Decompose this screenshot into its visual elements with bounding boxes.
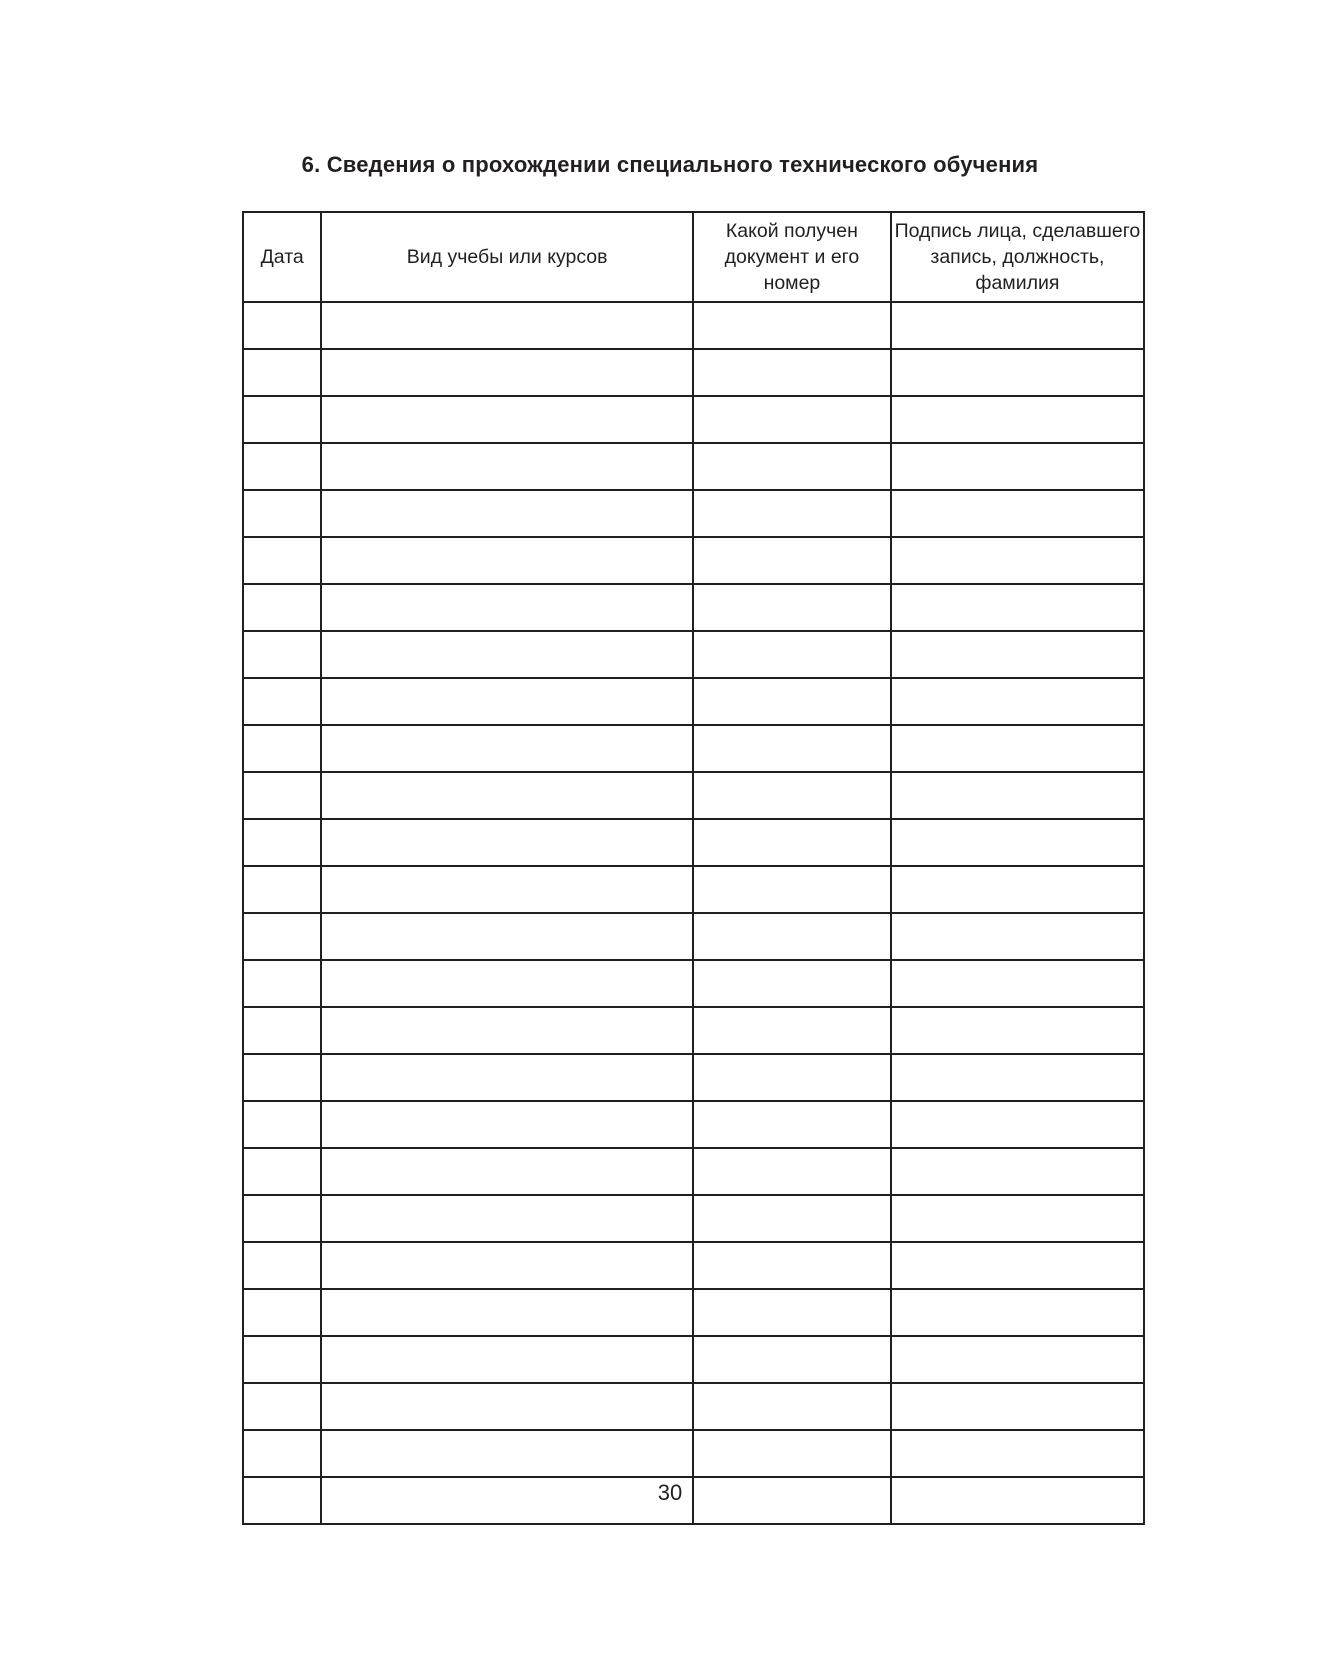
training-type-cell [321, 678, 693, 725]
page-number: 30 [657, 1480, 683, 1505]
signature-cell [891, 537, 1144, 584]
training-type-cell [321, 1007, 693, 1054]
date-cell [243, 443, 321, 490]
document-cell [693, 725, 891, 772]
signature-cell [891, 349, 1144, 396]
date-cell [243, 819, 321, 866]
document-cell [693, 1148, 891, 1195]
table-body [243, 302, 1144, 1524]
training-type-cell [321, 772, 693, 819]
signature-cell [891, 1054, 1144, 1101]
table-row [243, 1007, 1144, 1054]
training-type-cell [321, 913, 693, 960]
document-cell [693, 913, 891, 960]
table-row [243, 1101, 1144, 1148]
document-cell [693, 1383, 891, 1430]
table-row [243, 1054, 1144, 1101]
signature-cell [891, 819, 1144, 866]
date-cell [243, 537, 321, 584]
table-row [243, 490, 1144, 537]
signature-cell [891, 772, 1144, 819]
date-cell [243, 1195, 321, 1242]
document-cell [693, 302, 891, 349]
training-type-cell [321, 725, 693, 772]
signature-cell [891, 678, 1144, 725]
date-cell [243, 1289, 321, 1336]
training-type-cell [321, 1101, 693, 1148]
table-row [243, 772, 1144, 819]
training-type-cell [321, 819, 693, 866]
signature-cell [891, 1336, 1144, 1383]
signature-cell [891, 725, 1144, 772]
signature-cell [891, 1148, 1144, 1195]
signature-cell [891, 631, 1144, 678]
header-document: Какой получен документ и его номер [693, 212, 891, 302]
training-type-cell [321, 302, 693, 349]
training-type-cell [321, 866, 693, 913]
signature-cell [891, 302, 1144, 349]
table-row [243, 1430, 1144, 1477]
header-signature: Подпись лица, сделавшего запись, должность, фамилия [891, 212, 1144, 302]
table-row [243, 1289, 1144, 1336]
table-row [243, 866, 1144, 913]
document-cell [693, 537, 891, 584]
document-cell [693, 960, 891, 1007]
document-cell [693, 349, 891, 396]
date-cell [243, 396, 321, 443]
table-row [243, 960, 1144, 1007]
training-type-cell [321, 1148, 693, 1195]
table-header-row [243, 212, 1144, 302]
document-cell [693, 584, 891, 631]
document-cell [693, 396, 891, 443]
training-type-cell [321, 584, 693, 631]
date-cell [243, 1054, 321, 1101]
document-cell [693, 443, 891, 490]
table-row [243, 678, 1144, 725]
date-cell [243, 1336, 321, 1383]
training-type-cell [321, 396, 693, 443]
training-type-cell [321, 537, 693, 584]
table-row [243, 1336, 1144, 1383]
table-row [243, 537, 1144, 584]
date-cell [243, 1430, 321, 1477]
document-cell [693, 772, 891, 819]
signature-cell [891, 584, 1144, 631]
document-cell [693, 1101, 891, 1148]
document-cell [693, 678, 891, 725]
date-cell [243, 631, 321, 678]
signature-cell [891, 1289, 1144, 1336]
date-cell [243, 1383, 321, 1430]
signature-cell [891, 913, 1144, 960]
table-row [243, 913, 1144, 960]
training-type-cell [321, 1242, 693, 1289]
signature-cell [891, 1007, 1144, 1054]
document-cell [693, 490, 891, 537]
date-cell [243, 1242, 321, 1289]
training-type-cell [321, 1289, 693, 1336]
header-training-type: Вид учебы или курсов [321, 212, 693, 302]
date-cell [243, 1148, 321, 1195]
document-cell [693, 1054, 891, 1101]
table-row [243, 631, 1144, 678]
date-cell [243, 1101, 321, 1148]
date-cell [243, 490, 321, 537]
table-row [243, 819, 1144, 866]
date-cell [243, 960, 321, 1007]
document-cell [693, 631, 891, 678]
signature-cell [891, 1195, 1144, 1242]
header-date: Дата [243, 212, 321, 302]
training-type-cell [321, 1336, 693, 1383]
date-cell [243, 772, 321, 819]
date-cell [243, 349, 321, 396]
table-row [243, 1383, 1144, 1430]
table-row [243, 443, 1144, 490]
date-cell [243, 584, 321, 631]
training-type-cell [321, 1054, 693, 1101]
training-type-cell [321, 960, 693, 1007]
training-records-table [242, 211, 1145, 1525]
date-cell [243, 913, 321, 960]
date-cell [243, 866, 321, 913]
training-type-cell [321, 1195, 693, 1242]
table-row [243, 725, 1144, 772]
signature-cell [891, 1430, 1144, 1477]
document-cell [693, 1289, 891, 1336]
signature-cell [891, 1101, 1144, 1148]
training-type-cell [321, 490, 693, 537]
signature-cell [891, 396, 1144, 443]
table-row [243, 349, 1144, 396]
document-cell [693, 866, 891, 913]
training-type-cell [321, 1430, 693, 1477]
document-cell [693, 1242, 891, 1289]
document-cell [693, 1007, 891, 1054]
document-cell [693, 1195, 891, 1242]
date-cell [243, 1007, 321, 1054]
date-cell [243, 678, 321, 725]
date-cell [243, 302, 321, 349]
table-row [243, 396, 1144, 443]
document-cell [693, 1430, 891, 1477]
document-cell [693, 819, 891, 866]
training-type-cell [321, 443, 693, 490]
signature-cell [891, 1383, 1144, 1430]
training-type-cell [321, 1383, 693, 1430]
signature-cell [891, 866, 1144, 913]
table-row [243, 1242, 1144, 1289]
table-row [243, 1195, 1144, 1242]
table-row [243, 302, 1144, 349]
document-cell [693, 1336, 891, 1383]
page-title: 6. Сведения о прохождении специального технического обучения [301, 152, 1039, 177]
signature-cell [891, 490, 1144, 537]
signature-cell [891, 1242, 1144, 1289]
signature-cell [891, 960, 1144, 1007]
signature-cell [891, 443, 1144, 490]
date-cell [243, 725, 321, 772]
training-type-cell [321, 349, 693, 396]
table-row [243, 584, 1144, 631]
training-type-cell [321, 631, 693, 678]
table-row [243, 1148, 1144, 1195]
